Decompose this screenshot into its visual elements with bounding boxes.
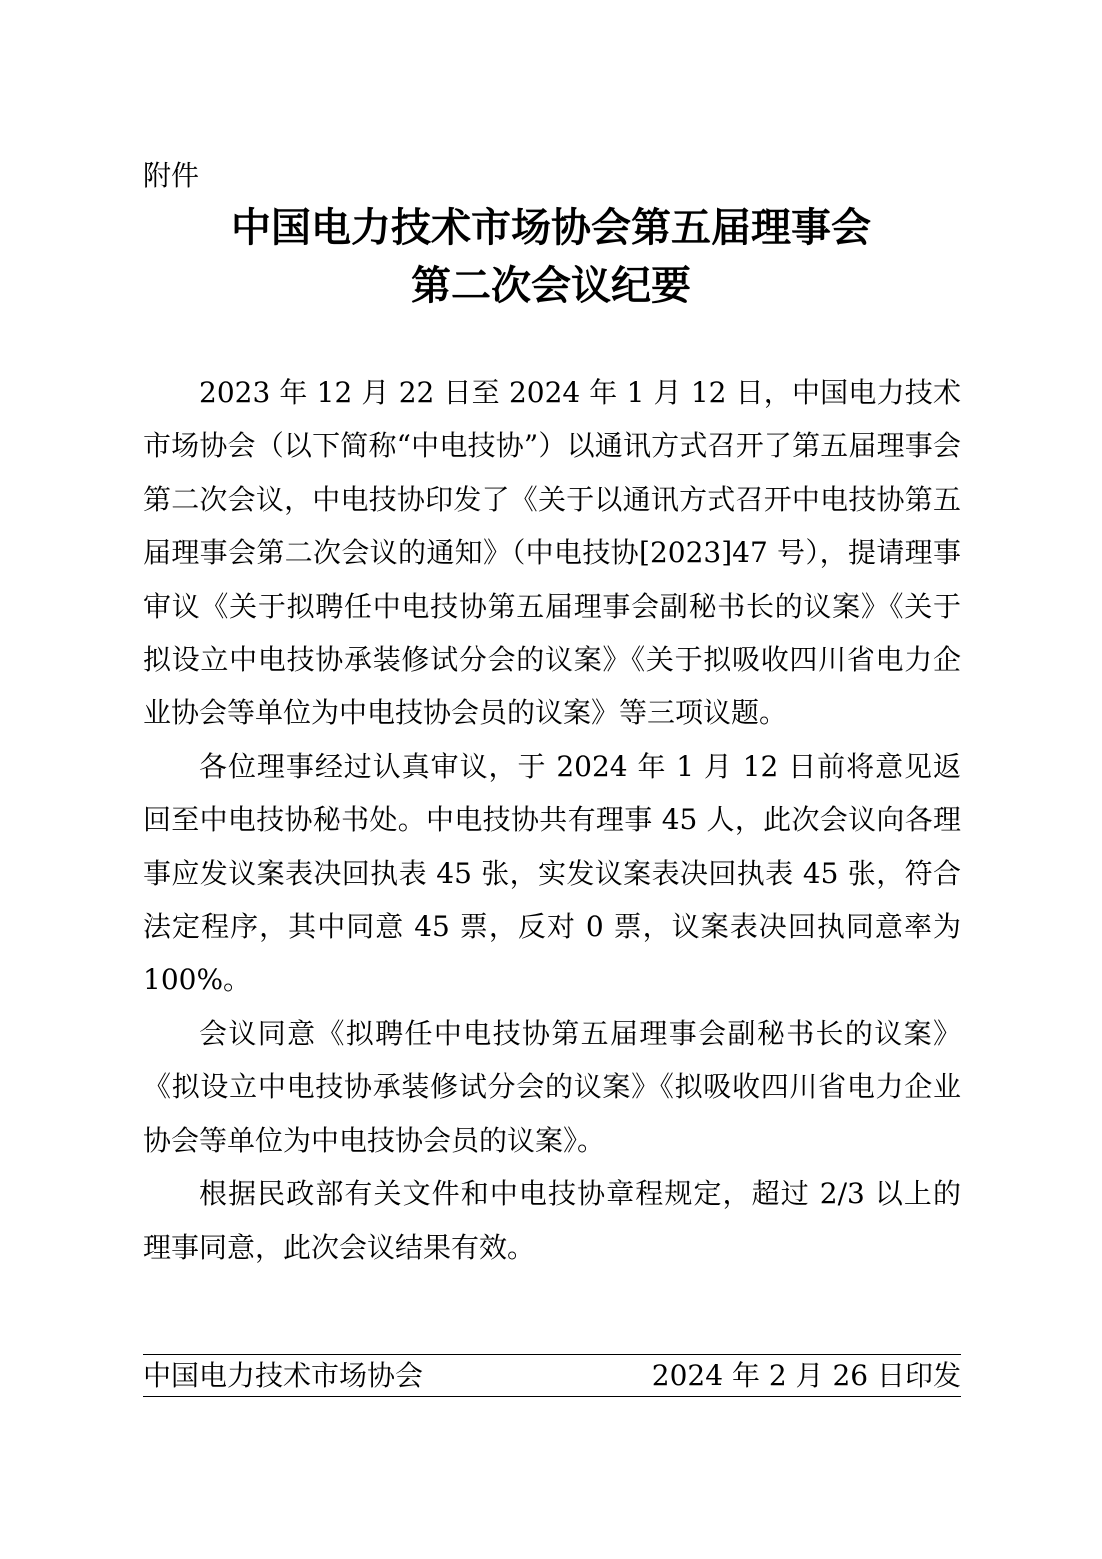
paragraph-validity: 根据民政部有关文件和中电技协章程规定，超过 2/3 以上的理事同意，此次会议结果有效。: [143, 1177, 961, 1264]
document-body: [143, 366, 961, 1274]
paragraph-resolutions: 会议同意《拟聘任中电技协第五届理事会副秘书长的议案》《拟设立中电技协承装修试分会的议案》《拟吸收四川省电力企业协会等单位为中电技协会员的议案》。: [143, 1016, 961, 1157]
document-title-line-1: 中国电力技术市场协会第五届理事会: [231, 205, 871, 251]
footer-bottom-rule: [143, 1396, 961, 1397]
footer-issue-date: 2024 年 2 月 26 日印发: [651, 1359, 961, 1392]
attachment-label: 附件: [143, 159, 200, 192]
paragraph-meeting-overview: 2023 年 12 月 22 日至 2024 年 1 月 12 日，中国电力技术市场协会（以下简称“中电技协”）以通讯方式召开了第五届理事会第二次会议，中电技协印发了《关于以通讯方式召开中电技协第五届理事会第二次会议的通知》（中电技协[2023]47 号），提请理事审议《关于拟聘任中电技协第五届理事会副秘书长的议案》《关于拟设立中电技协承装修试分会的议案》《关于拟吸收四川省电力企业协会等单位为中电技协会员的议案》等三项议题。: [143, 376, 961, 730]
document-title-line-2: 第二次会议纪要: [411, 263, 691, 309]
footer-top-rule: [143, 1354, 961, 1355]
footer-organization: 中国电力技术市场协会: [143, 1359, 424, 1392]
paragraph-voting-results: 各位理事经过认真审议，于 2024 年 1 月 12 日前将意见返回至中电技协秘书处。中电技协共有理事 45 人，此次会议向各理事应发议案表决回执表 45 张，实发议案表决回执表 45 张，符合法定程序，其中同意 45 票，反对 0 票，议案表决回执同意率为 100%。: [143, 749, 961, 997]
